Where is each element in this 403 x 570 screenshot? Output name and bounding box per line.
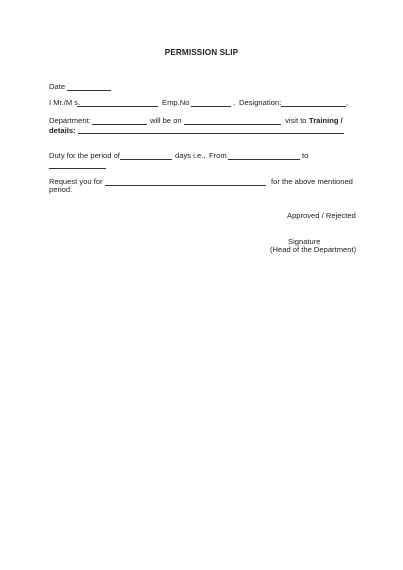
designation-field-line [281, 106, 346, 107]
date-on-field-line [184, 124, 281, 125]
duty-period-field-line [120, 159, 172, 160]
details-field-line [78, 133, 344, 134]
department-label: Department: [49, 116, 91, 125]
visit-to-label: visit to [285, 116, 307, 125]
from-label: From [209, 151, 227, 160]
designation-end: , [346, 98, 349, 107]
designation-label: Designation: [239, 98, 282, 107]
from-date-field-line [228, 159, 300, 160]
name-label: I Mr./M s. [49, 98, 81, 107]
details-label: details: [49, 126, 76, 135]
to-date-field-line [49, 168, 106, 169]
emp-no-label: Emp.No [162, 98, 190, 107]
request-field-line [105, 185, 266, 186]
above-mentioned-label: for the above mentioned [271, 177, 353, 186]
document-title: PERMISSION SLIP [164, 48, 239, 57]
emp-no-separator: , [233, 98, 236, 107]
date-field-line [67, 90, 111, 91]
training-label: Training / [309, 116, 343, 125]
signature-label: Signature [288, 237, 321, 246]
duty-period-label: Duty for the period of [49, 151, 120, 160]
head-of-department-label: (Head of the Department) [270, 245, 357, 254]
name-field-line [77, 106, 158, 107]
approved-rejected-label: Approved / Rejected [287, 211, 356, 220]
department-field-line [92, 124, 147, 125]
period-label: period. [49, 185, 73, 194]
request-label: Request you for [49, 177, 103, 186]
will-be-on-label: will be on [150, 116, 182, 125]
days-label: days i.e., [175, 151, 206, 160]
to-label: to [302, 151, 309, 160]
emp-no-field-line [191, 106, 231, 107]
date-label: Date [49, 82, 66, 91]
